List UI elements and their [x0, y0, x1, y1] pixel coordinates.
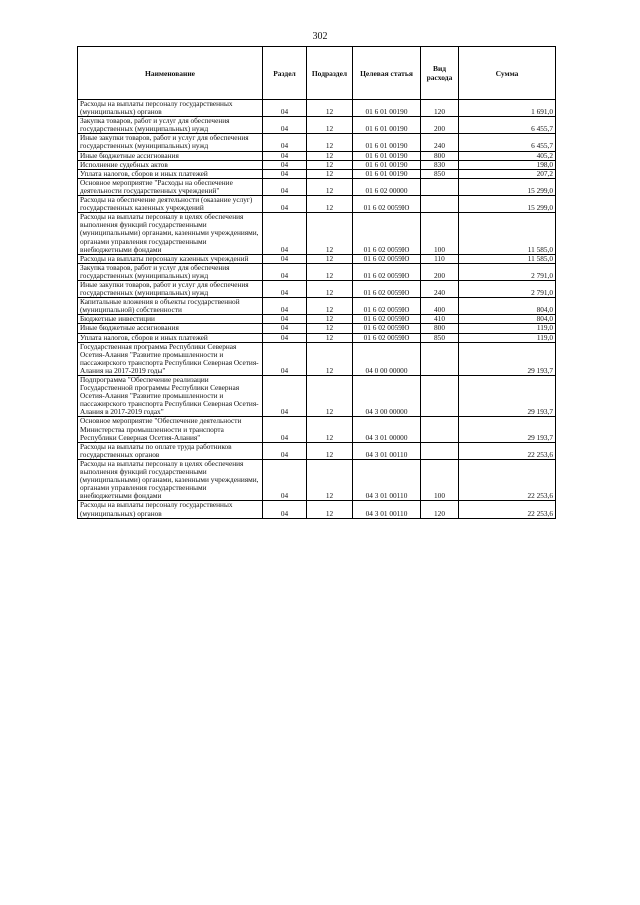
row-razdel: 04	[263, 134, 307, 151]
row-razdel: 04	[263, 213, 307, 254]
row-target: 01 6 02 0059Ю	[353, 315, 421, 324]
row-podrazdel: 12	[307, 501, 353, 518]
row-name: Иные бюджетные ассигнования	[78, 324, 263, 333]
row-name: Основное мероприятие "Обеспечение деятельности Министерства промышленности и транспорта Республики Северная Осетия-Алания"	[78, 417, 263, 442]
row-name: Основное мероприятие "Расходы на обеспечение деятельности государственных учреждений"	[78, 178, 263, 195]
row-razdel: 04	[263, 442, 307, 459]
row-razdel: 04	[263, 280, 307, 297]
table-row	[78, 376, 556, 417]
row-vid: 410	[421, 315, 459, 324]
row-vid: 200	[421, 117, 459, 134]
row-vid: 400	[421, 298, 459, 315]
row-razdel: 04	[263, 501, 307, 518]
row-sum: 15 299,0	[459, 178, 556, 195]
table-row	[78, 196, 556, 213]
row-razdel: 04	[263, 117, 307, 134]
row-name: Закупка товаров, работ и услуг для обеспечения государственных (муниципальных) нужд	[78, 117, 263, 134]
row-podrazdel: 12	[307, 376, 353, 417]
row-razdel: 04	[263, 315, 307, 324]
row-name: Уплата налогов, сборов и иных платежей	[78, 169, 263, 178]
row-vid	[421, 196, 459, 213]
row-sum: 6 455,7	[459, 134, 556, 151]
row-razdel: 04	[263, 298, 307, 315]
table-row	[78, 134, 556, 151]
row-sum: 119,0	[459, 324, 556, 333]
row-target: 04 3 01 00110	[353, 459, 421, 500]
row-vid: 830	[421, 160, 459, 169]
header-razdel: Раздел	[263, 47, 307, 100]
table-row	[78, 442, 556, 459]
row-name: Расходы на выплаты персоналу казенных учреждений	[78, 254, 263, 263]
table-row	[78, 417, 556, 442]
row-name: Расходы на выплаты персоналу государственных (муниципальных) органов	[78, 100, 263, 117]
row-sum: 1 691,0	[459, 100, 556, 117]
row-vid: 110	[421, 254, 459, 263]
row-razdel: 04	[263, 196, 307, 213]
row-target: 01 6 02 0059Ю	[353, 213, 421, 254]
row-sum: 15 299,0	[459, 196, 556, 213]
row-podrazdel: 12	[307, 117, 353, 134]
row-podrazdel: 12	[307, 100, 353, 117]
row-podrazdel: 12	[307, 442, 353, 459]
row-razdel: 04	[263, 324, 307, 333]
row-sum: 22 253,6	[459, 459, 556, 500]
row-name: Исполнение судебных актов	[78, 160, 263, 169]
row-razdel: 04	[263, 417, 307, 442]
table-header-row	[78, 47, 556, 100]
row-podrazdel: 12	[307, 280, 353, 297]
row-sum: 11 585,0	[459, 213, 556, 254]
row-target: 01 6 02 00000	[353, 178, 421, 195]
row-target: 01 6 02 0059Ю	[353, 254, 421, 263]
row-name: Расходы на выплаты персоналу государственных (муниципальных) органов	[78, 501, 263, 518]
row-podrazdel: 12	[307, 459, 353, 500]
row-sum: 405,2	[459, 151, 556, 160]
row-name: Иные закупки товаров, работ и услуг для обеспечения государственных (муниципальных) нужд	[78, 280, 263, 297]
table-row	[78, 263, 556, 280]
row-vid: 800	[421, 151, 459, 160]
row-vid: 100	[421, 213, 459, 254]
row-podrazdel: 12	[307, 134, 353, 151]
row-vid: 800	[421, 324, 459, 333]
row-sum: 22 253,6	[459, 442, 556, 459]
row-name: Расходы на обеспечение деятельности (оказание услуг) государственных казенных учреждений	[78, 196, 263, 213]
row-sum: 22 253,6	[459, 501, 556, 518]
row-target: 04 0 00 00000	[353, 342, 421, 375]
row-podrazdel: 12	[307, 196, 353, 213]
row-podrazdel: 12	[307, 263, 353, 280]
row-target: 01 6 01 00190	[353, 160, 421, 169]
row-name: Государственная программа Республики Северная Осетия-Алания "Развитие промышленности и пассажирского транспорта Республики Северная Осетия-Алания на 2017-2019 годы"	[78, 342, 263, 375]
row-razdel: 04	[263, 100, 307, 117]
row-target: 01 6 01 00190	[353, 100, 421, 117]
row-podrazdel: 12	[307, 417, 353, 442]
row-target: 04 3 01 00000	[353, 417, 421, 442]
row-podrazdel: 12	[307, 342, 353, 375]
row-name: Бюджетные инвестиции	[78, 315, 263, 324]
row-target: 01 6 02 0059Ю	[353, 280, 421, 297]
table-row	[78, 254, 556, 263]
table-row	[78, 117, 556, 134]
row-razdel: 04	[263, 342, 307, 375]
row-podrazdel: 12	[307, 213, 353, 254]
row-podrazdel: 12	[307, 151, 353, 160]
table-body	[78, 100, 556, 519]
row-target: 01 6 01 00190	[353, 151, 421, 160]
row-vid: 100	[421, 459, 459, 500]
row-vid: 120	[421, 100, 459, 117]
row-vid: 120	[421, 501, 459, 518]
row-podrazdel: 12	[307, 169, 353, 178]
row-razdel: 04	[263, 151, 307, 160]
row-target: 01 6 01 00190	[353, 117, 421, 134]
row-sum: 29 193,7	[459, 342, 556, 375]
row-sum: 6 455,7	[459, 117, 556, 134]
table-row	[78, 280, 556, 297]
table-row	[78, 100, 556, 117]
row-vid	[421, 342, 459, 375]
header-vid: Вид расхода	[421, 47, 459, 100]
row-vid: 240	[421, 280, 459, 297]
row-razdel: 04	[263, 178, 307, 195]
row-target: 01 6 02 0059Ю	[353, 298, 421, 315]
row-name: Уплата налогов, сборов и иных платежей	[78, 333, 263, 342]
row-sum: 804,0	[459, 315, 556, 324]
row-podrazdel: 12	[307, 333, 353, 342]
row-target: 01 6 02 0059Ю	[353, 263, 421, 280]
header-sum: Сумма	[459, 47, 556, 100]
header-name: Наименование	[78, 47, 263, 100]
row-razdel: 04	[263, 169, 307, 178]
table-row	[78, 151, 556, 160]
row-vid	[421, 417, 459, 442]
row-podrazdel: 12	[307, 160, 353, 169]
table-row	[78, 213, 556, 254]
row-sum: 198,0	[459, 160, 556, 169]
row-podrazdel: 12	[307, 324, 353, 333]
row-sum: 29 193,7	[459, 417, 556, 442]
row-target: 04 3 00 00000	[353, 376, 421, 417]
header-podrazdel: Подраздел	[307, 47, 353, 100]
page-number: 302	[312, 31, 328, 42]
row-sum: 2 791,0	[459, 280, 556, 297]
row-sum: 207,2	[459, 169, 556, 178]
table-row	[78, 459, 556, 500]
budget-table	[77, 46, 556, 519]
row-razdel: 04	[263, 263, 307, 280]
row-razdel: 04	[263, 333, 307, 342]
row-sum: 29 193,7	[459, 376, 556, 417]
row-razdel: 04	[263, 254, 307, 263]
row-vid: 200	[421, 263, 459, 280]
row-target: 01 6 01 00190	[353, 169, 421, 178]
row-vid: 850	[421, 169, 459, 178]
row-name: Иные закупки товаров, работ и услуг для обеспечения государственных (муниципальных) нужд	[78, 134, 263, 151]
table-row	[78, 324, 556, 333]
row-name: Иные бюджетные ассигнования	[78, 151, 263, 160]
row-name: Расходы на выплаты персоналу в целях обеспечения выполнения функций государственными (муниципальными) органами, казенными учреждениями, органами управления государственными внебюджетными фондами	[78, 213, 263, 254]
row-razdel: 04	[263, 459, 307, 500]
row-target: 01 6 01 00190	[353, 134, 421, 151]
row-target: 01 6 02 0059Ю	[353, 324, 421, 333]
row-razdel: 04	[263, 376, 307, 417]
row-vid: 240	[421, 134, 459, 151]
row-podrazdel: 12	[307, 315, 353, 324]
row-name: Закупка товаров, работ и услуг для обеспечения государственных (муниципальных) нужд	[78, 263, 263, 280]
row-target: 01 6 02 0059Ю	[353, 196, 421, 213]
row-sum: 11 585,0	[459, 254, 556, 263]
row-vid: 850	[421, 333, 459, 342]
row-name: Расходы на выплаты персоналу в целях обеспечения выполнения функций государственными (муниципальными) органами, казенными учреждениями, органами управления государственными внебюджетными фондами	[78, 459, 263, 500]
row-podrazdel: 12	[307, 178, 353, 195]
row-podrazdel: 12	[307, 254, 353, 263]
table-row	[78, 501, 556, 518]
table-row	[78, 333, 556, 342]
header-target: Целевая статья	[353, 47, 421, 100]
row-podrazdel: 12	[307, 298, 353, 315]
table-row	[78, 169, 556, 178]
row-target: 01 6 02 0059Ю	[353, 333, 421, 342]
row-name: Расходы на выплаты по оплате труда работников государственных органов	[78, 442, 263, 459]
row-target: 04 3 01 00110	[353, 442, 421, 459]
table-row	[78, 342, 556, 375]
row-name: Подпрограмма "Обеспечение реализации Государственной программы Республики Северная Осетия-Алания "Развитие промышленности и пассажирского транспорта Республики Северная Осетия-Алания в 2017-2019 годах"	[78, 376, 263, 417]
row-target: 04 3 01 00110	[353, 501, 421, 518]
row-sum: 119,0	[459, 333, 556, 342]
table-row	[78, 178, 556, 195]
row-vid	[421, 442, 459, 459]
row-vid	[421, 376, 459, 417]
row-sum: 2 791,0	[459, 263, 556, 280]
table-row	[78, 298, 556, 315]
row-name: Капитальные вложения в объекты государственной (муниципальной) собственности	[78, 298, 263, 315]
row-sum: 804,0	[459, 298, 556, 315]
table-row	[78, 160, 556, 169]
row-razdel: 04	[263, 160, 307, 169]
row-vid	[421, 178, 459, 195]
